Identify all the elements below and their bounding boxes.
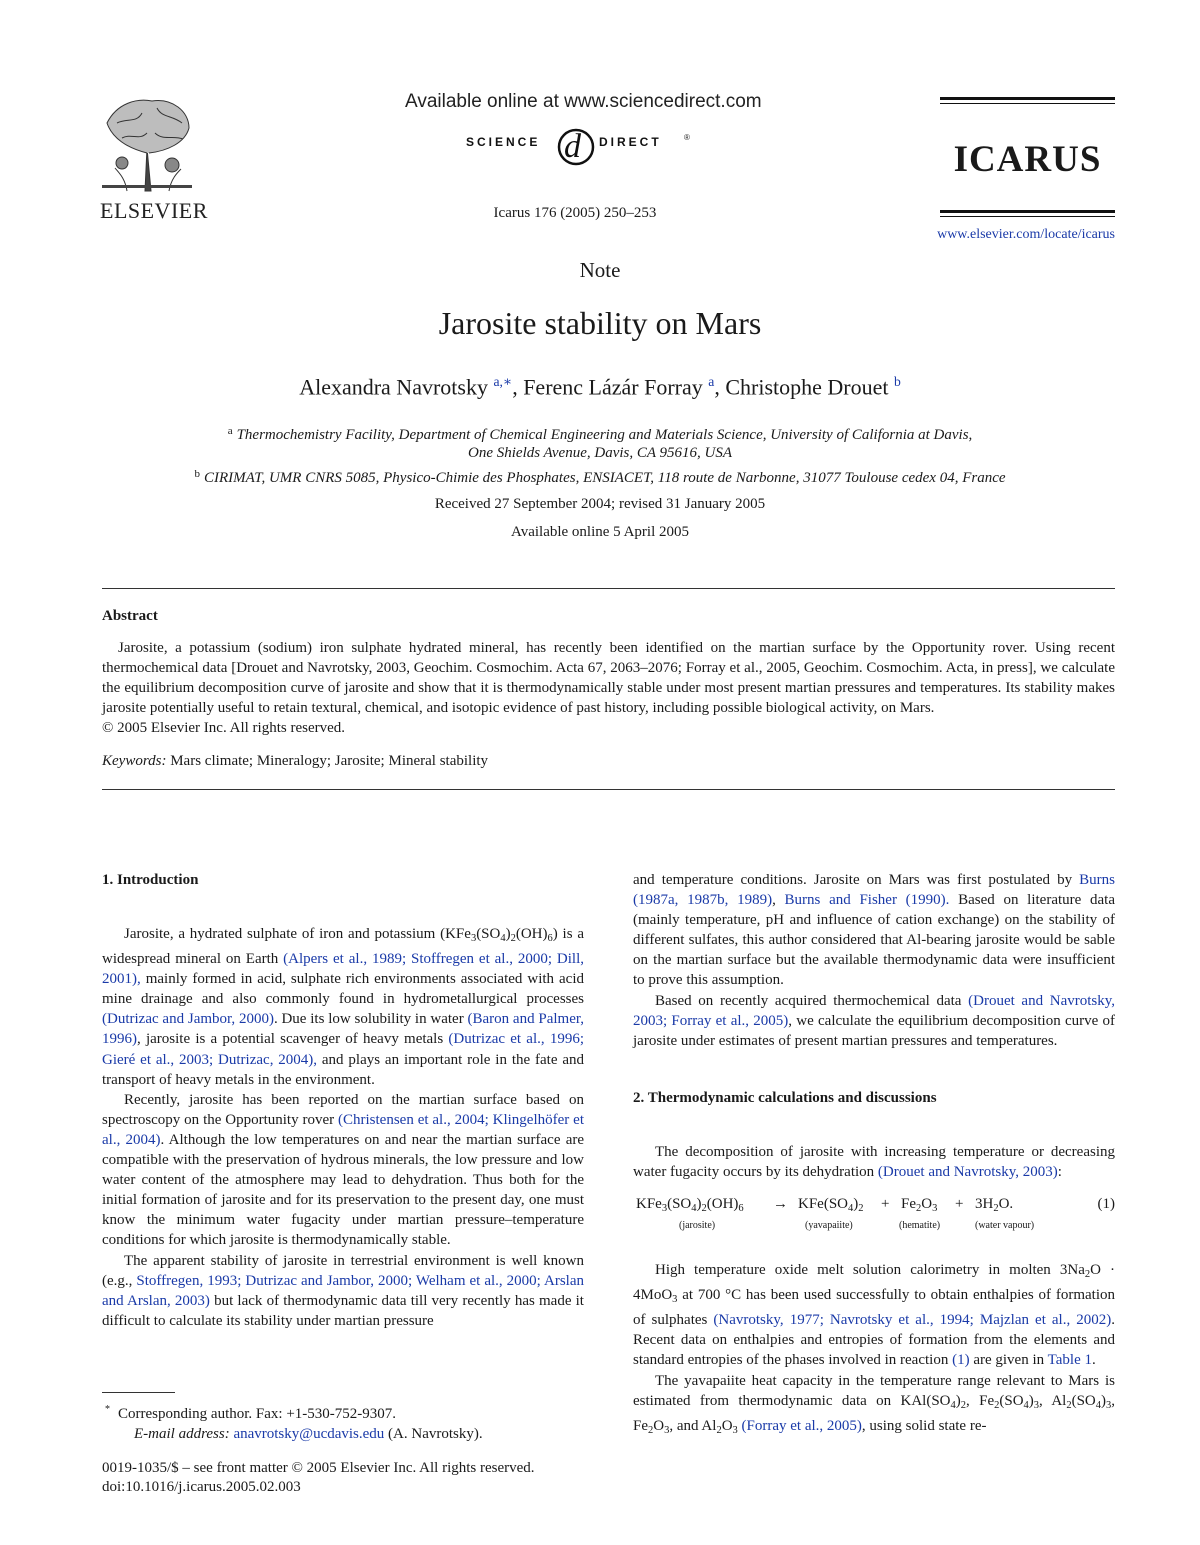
sciencedirect-logo (466, 121, 696, 167)
abstract-text: Jarosite, a potassium (sodium) iron sulphate hydrated mineral, has recently been identified on the martian surface by the Opportunity rover. Using recent thermochemical data [Drouet and Navrotsky, 2003, Geochim. Cosmochim. Acta 67, 2063–2076; Forray et al., 2005, Geochim. Cosmochim. Acta, in press], we calculate the equilibrium decomposition curve of jarosite and show that it is thermodynamically stable under most present martian pressures and temperatures. Its stability makes jarosite potentially useful to retain textural, chemical, and isotopic evidence of past history, including possible biological activity, on Mars. © 2005 Elsevier Inc. All rights reserved. (102, 640, 1115, 736)
available-date: Available online 5 April 2005 (510, 524, 690, 540)
author-name: Alexandra Navrotsky (299, 374, 488, 400)
article-type-label: Note (579, 258, 621, 282)
citation-link[interactable]: Stoffregen, 1993; Dutrizac and Jambor, 2000; Welham et al., 2000; Arslan and Arslan, 2003) (102, 1272, 585, 1309)
equation-term-water: $3H_2O$. (975, 1196, 1014, 1215)
equation-plus: + (955, 1196, 964, 1213)
author-name: Ferenc Lázár Forray (523, 374, 703, 400)
author-list: Alexandra Navrotsky $^{a,∗}$, Ferenc Lázár Forray $^a$, Christophe Drouet $^b$ (299, 374, 901, 400)
paragraph: The yavapaiite heat capacity in the temperature range relevant to Mars is estimated from thermodynamic data on $KAl(SO_4)_2$, $Fe_2(SO_4)_3$, $Al_2(SO_4)_3$, $Fe_2O_3$, and $Al_2O_3$ (Forray et al., 2005), using solid state re- (633, 1372, 1115, 1436)
sd-word-science: SCIENCE (466, 135, 541, 149)
citation-link[interactable]: (Navrotsky, 1977; Navrotsky et al., 1994; Majzlan et al., 2002) (713, 1312, 1112, 1329)
affiliation-label: a (227, 425, 233, 437)
equation-number: (1) (1097, 1196, 1115, 1213)
equation-label: (yavapaiite) (805, 1220, 853, 1232)
affiliation-b: $^b$ CIRIMAT, UMR CNRS 5085, Physico-Chimie des Phosphates, ENSIACET, 118 route de Narbonne, 31077 Toulouse cedex 04, France (194, 468, 1006, 486)
equation-plus: + (881, 1196, 890, 1213)
paragraph: The apparent stability of jarosite in terrestrial environment is well known (e.g., Stoffregen, 1993; Dutrizac and Jambor, 2000; Welham et al., 2000; Arslan and Arslan, 2003) but lack of thermodynamic data till very recently has made it difficult to calculate its stability under martian pressure (102, 1252, 585, 1329)
citation-link[interactable]: (Dutrizac et al., 1996; Gieré et al., 2003; Dutrizac, 2004), (102, 1031, 584, 1068)
footnote-marker: * (105, 1404, 110, 1415)
paragraph: Recently, jarosite has been reported on the martian surface based on spectroscopy on the Opportunity rover (Christensen et al., 2004; Klingelhöfer et al., 2004). Although the low temperatures on and near the martian surface are compatible with the preservation of hydrous minerals, the low pressure and low water content of the atmosphere may lead to dehydration. Thus both for the initial formation of jarosite and for its preservation to the present day, one must know the minimum water fugacity under martian pressure–temperature conditions for which jarosite is thermodynamically stable. (102, 1091, 585, 1249)
author-name: Christophe Drouet (725, 374, 889, 400)
abstract-copyright: © 2005 Elsevier Inc. All rights reserved. (102, 720, 346, 736)
equation-term-yavapaiite: $KFe(SO_4)_2$ (798, 1196, 864, 1215)
citation-link[interactable]: (Christensen et al., 2004; Klingelhöfer et al., 2004) (102, 1111, 584, 1148)
abstract-heading: Abstract (102, 608, 158, 624)
author-affiliation-link[interactable]: b (893, 374, 901, 389)
body-column-left (102, 870, 584, 1331)
sd-d-icon (554, 121, 598, 167)
footnote-rule (102, 1392, 175, 1393)
citation-link[interactable]: (Drouet and Navrotsky, 2003; Forray et al., 2005) (633, 992, 1116, 1029)
equation-label: (hematite) (899, 1220, 941, 1232)
citation-link[interactable]: (Forray et al., 2005) (741, 1417, 862, 1434)
paragraph: High temperature oxide melt solution calorimetry in molten $3Na_2O \cdot 4MoO_3$ at 700 °C has been used successfully to obtain enthalpies of formation of sulphates (Navrotsky, 1977; Navrotsky et al., 1994; Majzlan et al., 2002). Recent data on enthalpies and entropies of formation from the elements and standard entropies of the phases involved in reaction (1) are given in Table 1. (633, 1262, 1116, 1369)
equation-term-hematite: $Fe_2O_3$ (901, 1196, 938, 1215)
author-affiliation-link[interactable]: a,∗ (493, 374, 513, 389)
citation-link[interactable]: Burns (1987a, 1987b, 1989) (633, 872, 1115, 909)
paragraph: The decomposition of jarosite with increasing temperature or decreasing water fugacity occurs by its dehydration (Drouet and Navrotsky, 2003): (633, 1143, 1115, 1180)
registered-mark: ® (684, 133, 690, 142)
affiliation-a-line2: One Shields Avenue, Davis, CA 95616, USA (468, 445, 732, 461)
journal-rules-bottom (940, 210, 1115, 217)
equation-1 (633, 1194, 1115, 1250)
paragraph: and temperature conditions. Jarosite on Mars was first postulated by Burns (1987a, 1987b, 1989), Burns and Fisher (1990). Based on literature data (mainly temperature, pH and influence of cation exchange) on the stability of different sulfates, this author considered that Al-bearing jarosite would be sable on the martian surface but the available thermodynamic data were insufficient to prove this assumption. (633, 872, 1115, 989)
abstract-top-rule (102, 588, 1115, 589)
sciencedirect-availability: Available online at www.sciencedirect.com (405, 91, 762, 112)
email-label: E-mail address: (134, 1426, 230, 1442)
journal-rules-top (940, 97, 1115, 104)
equation-label: (jarosite) (679, 1220, 716, 1232)
journal-citation: Icarus 176 (2005) 250–253 (493, 205, 657, 221)
keywords (102, 753, 488, 770)
citation-link[interactable]: (Baron and Palmer, 1996) (102, 1011, 584, 1048)
journal-url-link[interactable]: www.elsevier.com/locate/icarus (937, 227, 1115, 242)
citation-link[interactable]: (Drouet and Navrotsky, 2003) (877, 1163, 1058, 1180)
section-heading-introduction: 1. Introduction (102, 872, 199, 888)
equation-term-jarosite: $KFe_3(SO_4)_2(OH)_6$ (636, 1196, 744, 1215)
doi-line: doi:10.1016/j.icarus.2005.02.003 (102, 1479, 301, 1495)
body-column-right (633, 870, 1115, 1441)
journal-name: ICARUS (953, 139, 1102, 180)
equation-label: (water vapour) (975, 1220, 1035, 1232)
received-dates: Received 27 September 2004; revised 31 January 2005 (434, 496, 766, 512)
affiliation-label: b (194, 468, 200, 480)
keywords-list: Mars climate; Mineralogy; Jarosite; Mineral stability (170, 753, 489, 769)
abstract-bottom-rule (102, 789, 1115, 790)
equation-arrow: → (773, 1196, 788, 1213)
sd-word-direct: DIRECT (599, 135, 662, 149)
table-reference-link[interactable]: Table 1 (1047, 1352, 1092, 1369)
corresponding-author-footnote: * Corresponding author. Fax: +1-530-752-9307. E-mail address: anavrotsky@ucdavis.edu (A. Navrotsky). (105, 1404, 483, 1442)
citation-link[interactable]: (Dutrizac and Jambor, 2000) (102, 1011, 274, 1028)
author-affiliation-link[interactable]: a (708, 374, 715, 389)
email-link[interactable]: anavrotsky@ucdavis.edu (233, 1426, 385, 1442)
publisher-name: ELSEVIER (100, 198, 208, 223)
equation-reference-link[interactable]: (1) (952, 1352, 970, 1369)
paragraph: Based on recently acquired thermochemical data (Drouet and Navrotsky, 2003; Forray et al., 2005), we calculate the equilibrium decomposition curve of jarosite under estimates of present martian pressures and temperatures. (633, 992, 1116, 1049)
paper-title: Jarosite stability on Mars (438, 305, 762, 341)
front-matter-line: 0019-1035/$ – see front matter © 2005 Elsevier Inc. All rights reserved. (102, 1460, 535, 1476)
keywords-label: Keywords: (102, 753, 167, 769)
citation-link[interactable]: (Alpers et al., 1989; Stoffregen et al., 2000; Dill, 2001), (102, 951, 584, 988)
section-heading-thermodynamics: 2. Thermodynamic calculations and discussions (633, 1089, 937, 1106)
paragraph: Jarosite, a hydrated sulphate of iron and potassium $(KFe_3(SO_4)_2(OH)_6)$ is a widespread mineral on Earth (Alpers et al., 1989; Stoffregen et al., 2000; Dill, 2001), mainly formed in acid, sulphate rich environments associated with acid mine drainage and also commonly found in hydrometallurgical processes (Dutrizac and Jambor, 2000). Due its low solubility in water (Baron and Palmer, 1996), jarosite is a potential scavenger of heavy metals (Dutrizac et al., 1996; Gieré et al., 2003; Dutrizac, 2004), and plays an important role in the fate and transport of heavy metals in the environment. (102, 926, 585, 1088)
citation-link[interactable]: Burns and Fisher (1990). (784, 892, 950, 909)
svg-text:d: d (564, 128, 581, 165)
affiliation-a: $^a$ Thermochemistry Facility, Department of Chemical Engineering and Materials Science, University of California at Davis, (227, 425, 973, 443)
